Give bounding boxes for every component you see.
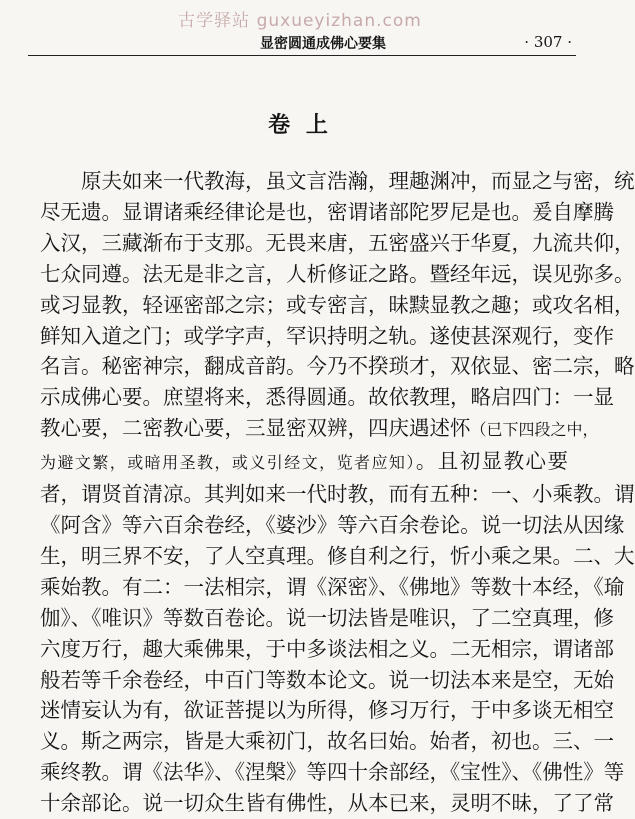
text-line: 原夫如来一代教海，虽文言浩瀚，理趣渊冲，而显之与密，统 (81, 169, 635, 193)
text-line: 般若等千余卷经，中百门等数本论文。说一切法本来是空，无始 (40, 667, 614, 692)
page-number: · 307 · (524, 33, 572, 51)
text-segment: 教心要，二密教心要，三显密双辨，四庆遇述怀 (40, 416, 471, 441)
text-line: 义。斯之两宗，皆是大乘初门，故名曰始。始者，初也。三、一 (40, 729, 614, 754)
text-line: 乘始教。有二：一法相宗，谓《深密》、《佛地》等数十本经，《瑜 (40, 574, 625, 599)
text-line: 示成佛心要。庶望将来，悉得圆通。故依教理，略启四门：一显 (40, 385, 614, 410)
text-line: 《阿含》等六百余卷经，《婆沙》等六百余卷论。说一切法从因缘 (40, 512, 625, 537)
text-line (40, 413, 599, 446)
text-segment: 。且初显教心要 (415, 449, 568, 474)
text-line: 者，谓贤首清凉。其判如来一代时教，而有五种：一、小乘教。谓 (40, 482, 635, 507)
text-line: 乘终教。谓《法华》、《涅槃》等四十余部经，《宝性》、《佛性》等 (40, 760, 625, 785)
page-header (28, 33, 576, 56)
text-line: 尽无遗。显谓诸乘经律论是也，密谓诸部陀罗尼是也。爰自摩腾 (40, 199, 614, 224)
text-line: 六度万行，趣大乘佛果，于中多谈法相之义。二无相宗，谓诸部 (40, 636, 614, 661)
text-line: 入汉，三藏渐布于支那。无畏来唐，五密盛兴于华夏，九流共仰， (40, 230, 635, 255)
text-line (40, 446, 568, 479)
text-line: 生，明三界不安，了人空真理。修自利之行，忻小乘之果。二、大 (40, 543, 635, 568)
running-title: 显密圆通成佛心要集 (260, 36, 386, 52)
text-line: 或习显教，轻诬密部之宗；或专密言，昧黩显教之趣；或攻名相， (40, 292, 635, 317)
chapter-title: 卷 上 (268, 113, 332, 138)
text-line: 伽》、《唯识》等数百卷论。说一切法皆是唯识，了二空真理，修 (40, 605, 614, 630)
text-line: 名言。秘密神宗，翻成音韵。今乃不揆琐才，双依显、密二宗，略 (40, 354, 635, 379)
watermark: 古学驿站 guxueyizhan.com (178, 11, 422, 31)
text-line: 七众同遵。法无是非之言，人析修证之路。暨经年远，误见弥多。 (40, 261, 635, 286)
text-line: 十余部论。说一切众生皆有佛性，从本已来，灵明不昧，了了常 (40, 791, 614, 816)
text-line: 迷情妄认为有，欲证菩提以为所得，修习万行，于中多谈无相空 (40, 698, 614, 723)
inline-note: 为避文繁，或暗用圣教，或义引经文，览者应知） (40, 453, 416, 473)
inline-note: （已下四段之中， (470, 420, 599, 440)
body-text (40, 166, 635, 819)
text-line: 鲜知入道之门；或学字声，罕识持明之轨。遂使甚深观行，变作 (40, 323, 614, 348)
